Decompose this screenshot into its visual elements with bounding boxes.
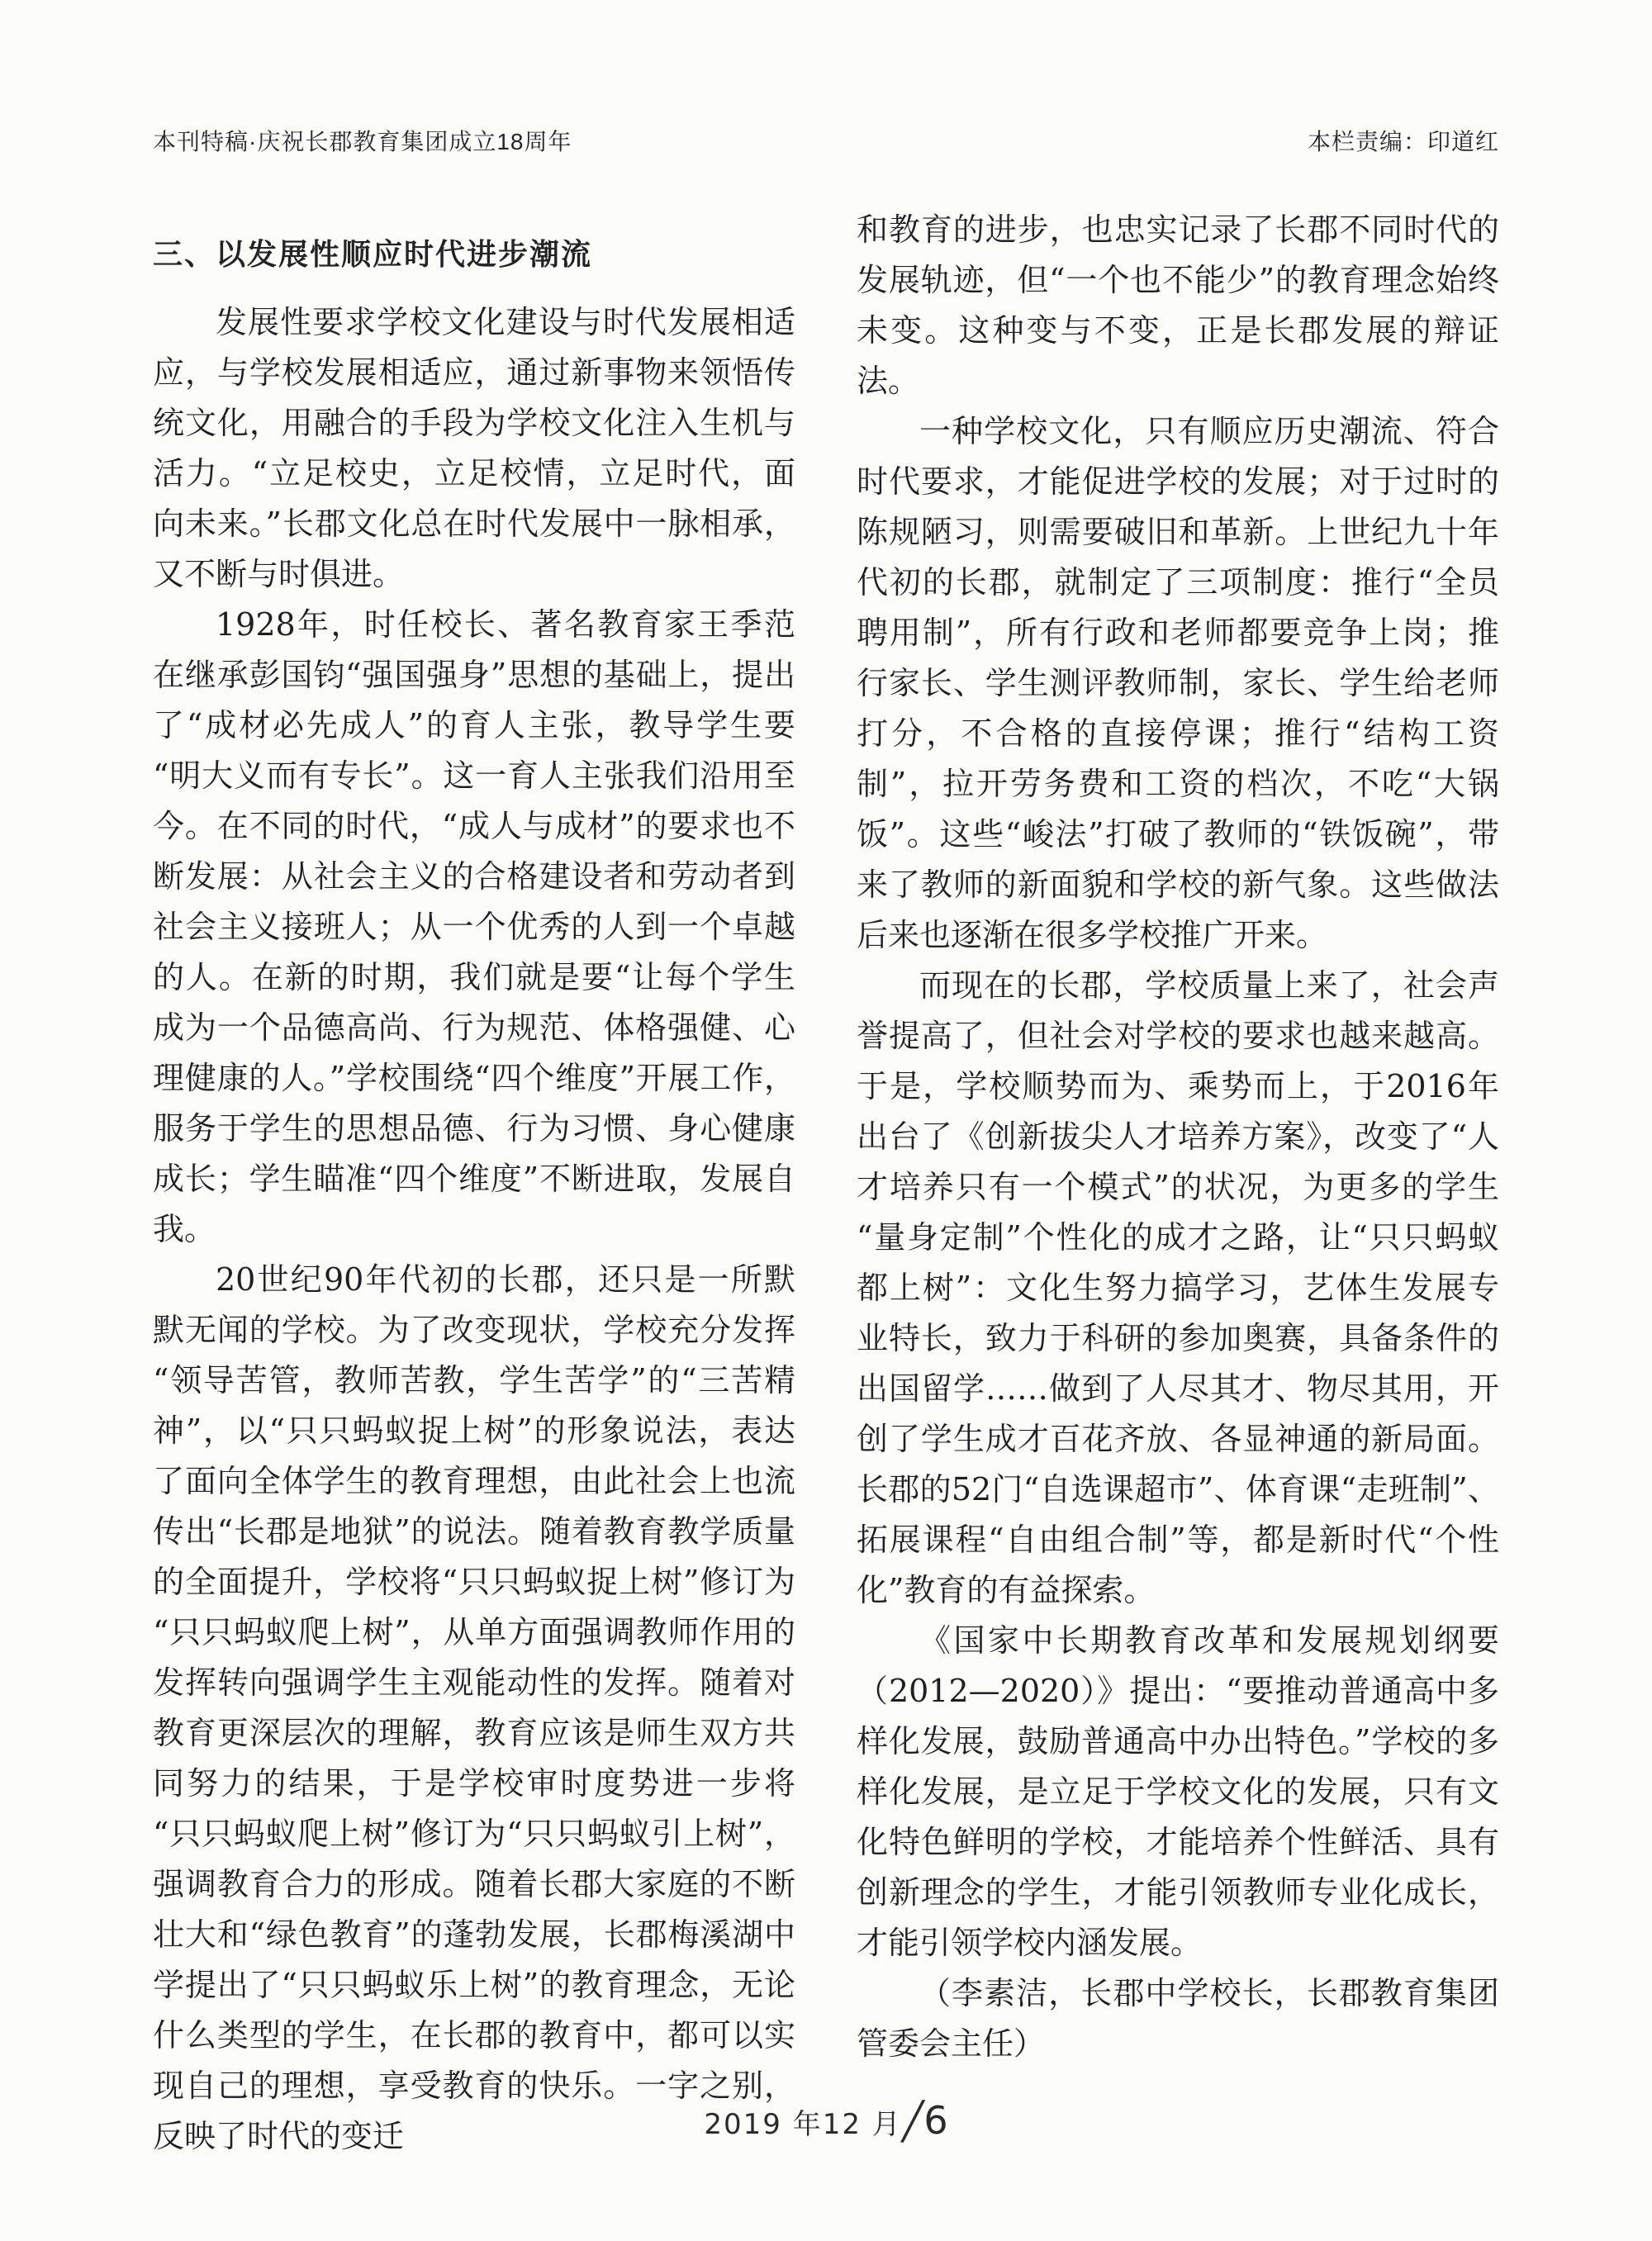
right-column (857, 205, 1499, 2162)
footer-page-number: 6 (923, 2098, 948, 2143)
paragraph: 和教育的进步，也忠实记录了长郡不同时代的发展轨迹，但“一个也不能少”的教育理念始终未变。这种变与不变，正是长郡发展的辩证法。 (857, 211, 1499, 399)
page-header (153, 124, 1499, 157)
paragraph: 一种学校文化，只有顺应历史潮流、符合时代要求，才能促进学校的发展；对于过时的陈规陋习，则需要破旧和革新。上世纪九十年代初的长郡，就制定了三项制度：推行“全员聘用制”，所有行政和老师都要竞争上岗；推行家长、学生测评教师制，家长、学生给老师打分，不合格的直接停课；推行“结构工资制”，拉开劳务费和工资的档次，不吃“大锅饭”。这些“峻法”打破了教师的“铁饭碗”，带来了教师的新面貌和学校的新气象。这些做法后来也逐渐在很多学校推广开来。 (857, 413, 1499, 953)
paragraph: 发展性要求学校文化建设与时代发展相适应，与学校发展相适应，通过新事物来领悟传统文化，用融合的手段为学校文化注入生机与活力。“立足校史，立足校情，立足时代，面向未来。”长郡文化总在时代发展中一脉相承，又不断与时俱进。 (153, 304, 795, 592)
paragraph: 《国家中长期教育改革和发展规划纲要（2012—2020）》提出：“要推动普通高中多样化发展，鼓励普通高中办出特色。”学校的多样化发展，是立足于学校文化的发展，只有文化特色鲜明的学校，才能培养个性鲜活、具有创新理念的学生，才能引领教师专业化成长，才能引领学校内涵发展。 (857, 1622, 1499, 1961)
left-column-paragraphs (153, 297, 795, 2162)
section-title: 三、以发展性顺应时代进步潮流 (153, 237, 593, 271)
header-feature-label: 本刊特稿·庆祝长郡教育集团成立18周年 (153, 129, 572, 154)
header-editor-label: 本栏责编：印道红 (1307, 129, 1499, 154)
paragraph: 1928年，时任校长、著名教育家王季范在继承彭国钧“强国强身”思想的基础上，提出了“成材必先成人”的育人主张，教导学生要“明大义而有专长”。这一育人主张我们沿用至今。在不同的时代，“成人与成材”的要求也不断发展：从社会主义的合格建设者和劳动者到社会主义接班人；从一个优秀的人到一个卓越的人。在新的时期，我们就是要“让每个学生成为一个品德高尚、行为规范、体格强健、心理健康的人。”学校围绕“四个维度”开展工作，服务于学生的思想品德、行为习惯、身心健康成长；学生瞄准“四个维度”不断进取，发展自我。 (153, 606, 795, 1247)
left-column (153, 205, 795, 2162)
footer-date: 2019 年12 月 (704, 2108, 902, 2141)
footer-slash-icon: ╱ (901, 2101, 924, 2143)
paragraph: 20世纪90年代初的长郡，还只是一所默默无闻的学校。为了改变现状，学校充分发挥“领导苦管，教师苦教，学生苦学”的“三苦精神”，以“只只蚂蚁捉上树”的形象说法，表达了面向全体学生的教育理想，由此社会上也流传出“长郡是地狱”的说法。随着教育教学质量的全面提升，学校将“只只蚂蚁捉上树”修订为“只只蚂蚁爬上树”，从单方面强调教师作用的发挥转向强调学生主观能动性的发挥。随着对教育更深层次的理解，教育应该是师生双方共同努力的结果，于是学校审时度势进一步将“只只蚂蚁爬上树”修订为“只只蚂蚁引上树”，强调教育合力的形成。随着长郡大家庭的不断壮大和“绿色教育”的蓬勃发展，长郡梅溪湖中学提出了“只只蚂蚁乐上树”的教育理念，无论什么类型的学生，在长郡的教育中，都可以实现自己的理想，享受教育的快乐。一字之别，反映了时代的变迁 (153, 1261, 795, 2154)
article-columns (153, 205, 1499, 2162)
page-footer (0, 2098, 1652, 2143)
paragraph: 而现在的长郡，学校质量上来了，社会声誉提高了，但社会对学校的要求也越来越高。于是，学校顺势而为、乘势而上，于2016年出台了《创新拔尖人才培养方案》，改变了“人才培养只有一个模式”的状况，为更多的学生“量身定制”个性化的成才之路，让“只只蚂蚁都上树”：文化生努力搞学习，艺体生发展专业特长，致力于科研的参加奥赛，具备条件的出国留学……做到了人尽其才、物尽其用，开创了学生成才百花齐放、各显神通的新局面。长郡的52门“自选课超市”、体育课“走班制”、拓展课程“自由组合制”等，都是新时代“个性化”教育的有益探索。 (857, 967, 1499, 1608)
paragraph: （李素洁，长郡中学校长，长郡教育集团管委会主任） (857, 1975, 1499, 2062)
right-column-paragraphs (857, 205, 1499, 2069)
